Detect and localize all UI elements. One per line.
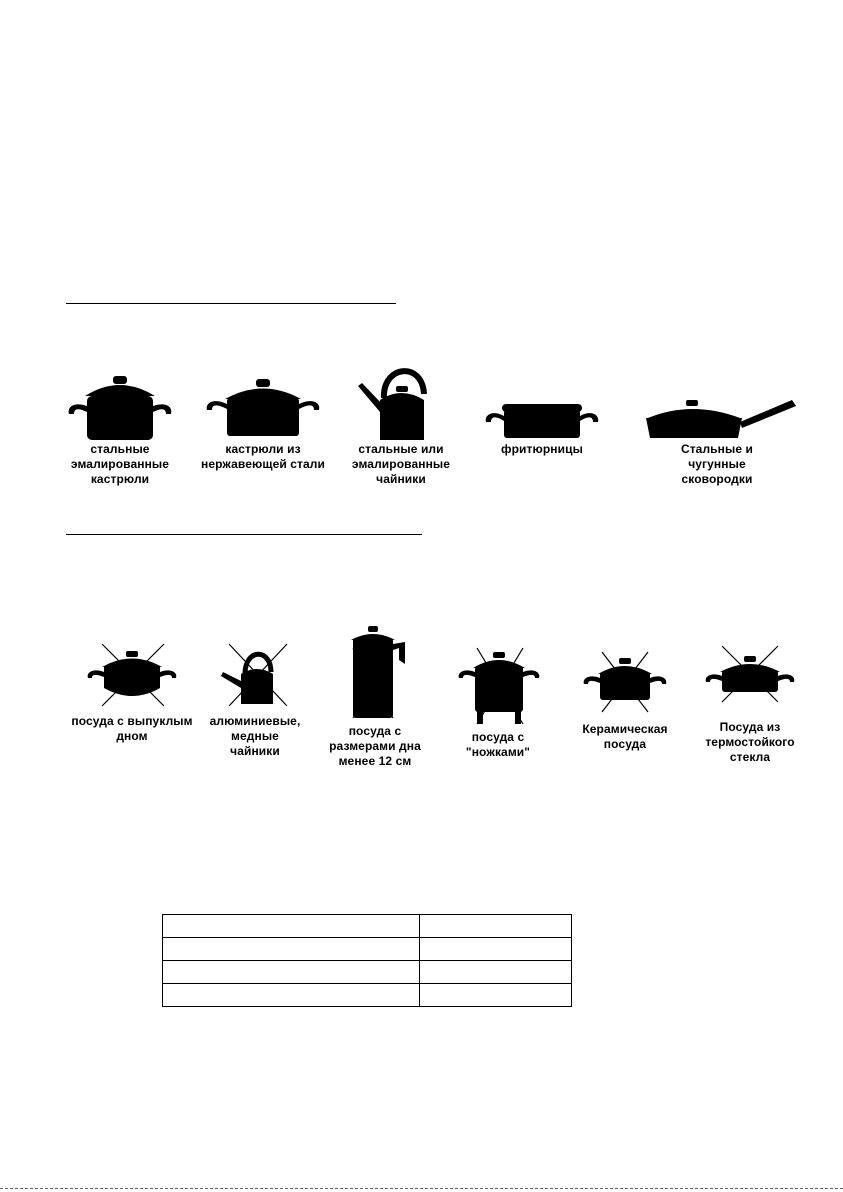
frying-pan-icon	[632, 382, 802, 440]
table-row	[163, 938, 572, 961]
suitable-item-label: кастрюли из нержавеющей стали	[201, 442, 325, 471]
unsuitable-item-small-base	[310, 620, 440, 769]
unsuitable-item-aluminum-kettle	[190, 640, 320, 759]
table-cell	[163, 984, 420, 1007]
table-cell	[163, 938, 420, 961]
small-base-pot-icon	[335, 620, 415, 720]
unsuitable-item-label: посуда с выпуклым дном	[71, 714, 193, 743]
table-cell	[163, 915, 420, 938]
unsuitable-item-convex-bottom	[62, 642, 202, 744]
unsuitable-item-legged	[438, 644, 558, 760]
unsuitable-item-label: посуда с "ножками"	[465, 730, 531, 759]
unsuitable-item-label: Посуда из термостойкого стекла	[705, 720, 795, 764]
suitable-item-kettle	[326, 356, 476, 487]
suitable-item-fryer	[467, 380, 617, 457]
unsuitable-item-ceramic	[565, 650, 685, 752]
unsuitable-item-label: алюминиевые, медные чайники	[209, 714, 301, 758]
legged-pot-icon	[453, 644, 543, 728]
suitable-item-label: Стальные и чугунные сковородки	[680, 442, 754, 486]
fryer-icon	[482, 380, 602, 442]
unsuitable-item-label: посуда с размерами дна менее 12 см	[329, 724, 421, 768]
enamel-pot-icon	[65, 362, 175, 442]
table-row	[163, 984, 572, 1007]
unsuitable-heading-underline	[66, 534, 422, 535]
suitable-item-stainless-pot	[188, 362, 338, 472]
ceramic-pot-icon	[580, 650, 670, 714]
blank-table	[162, 914, 572, 1007]
suitable-item-label: фритюрницы	[501, 442, 583, 456]
unsuitable-item-glass	[690, 642, 810, 765]
table-cell	[420, 961, 572, 984]
glass-pot-icon	[700, 642, 800, 706]
stainless-pot-icon	[203, 362, 323, 442]
table-cell	[163, 961, 420, 984]
aluminum-kettle-icon	[215, 640, 295, 706]
kettle-icon	[346, 356, 456, 442]
suitable-item-enamel-pot	[45, 362, 195, 487]
table-row	[163, 961, 572, 984]
suitable-heading-underline	[66, 303, 396, 304]
page-edge-dashes	[0, 1188, 843, 1189]
table-cell	[420, 938, 572, 961]
table-cell	[420, 915, 572, 938]
convex-bottom-pot-icon	[82, 642, 182, 708]
suitable-item-label: стальные или эмалированные чайники	[351, 442, 451, 486]
table-cell	[420, 984, 572, 1007]
suitable-item-label: стальные эмалированные кастрюли	[70, 442, 170, 486]
unsuitable-item-label: Керамическая посуда	[582, 722, 668, 751]
suitable-item-frying-pan	[632, 382, 802, 487]
table-row	[163, 915, 572, 938]
